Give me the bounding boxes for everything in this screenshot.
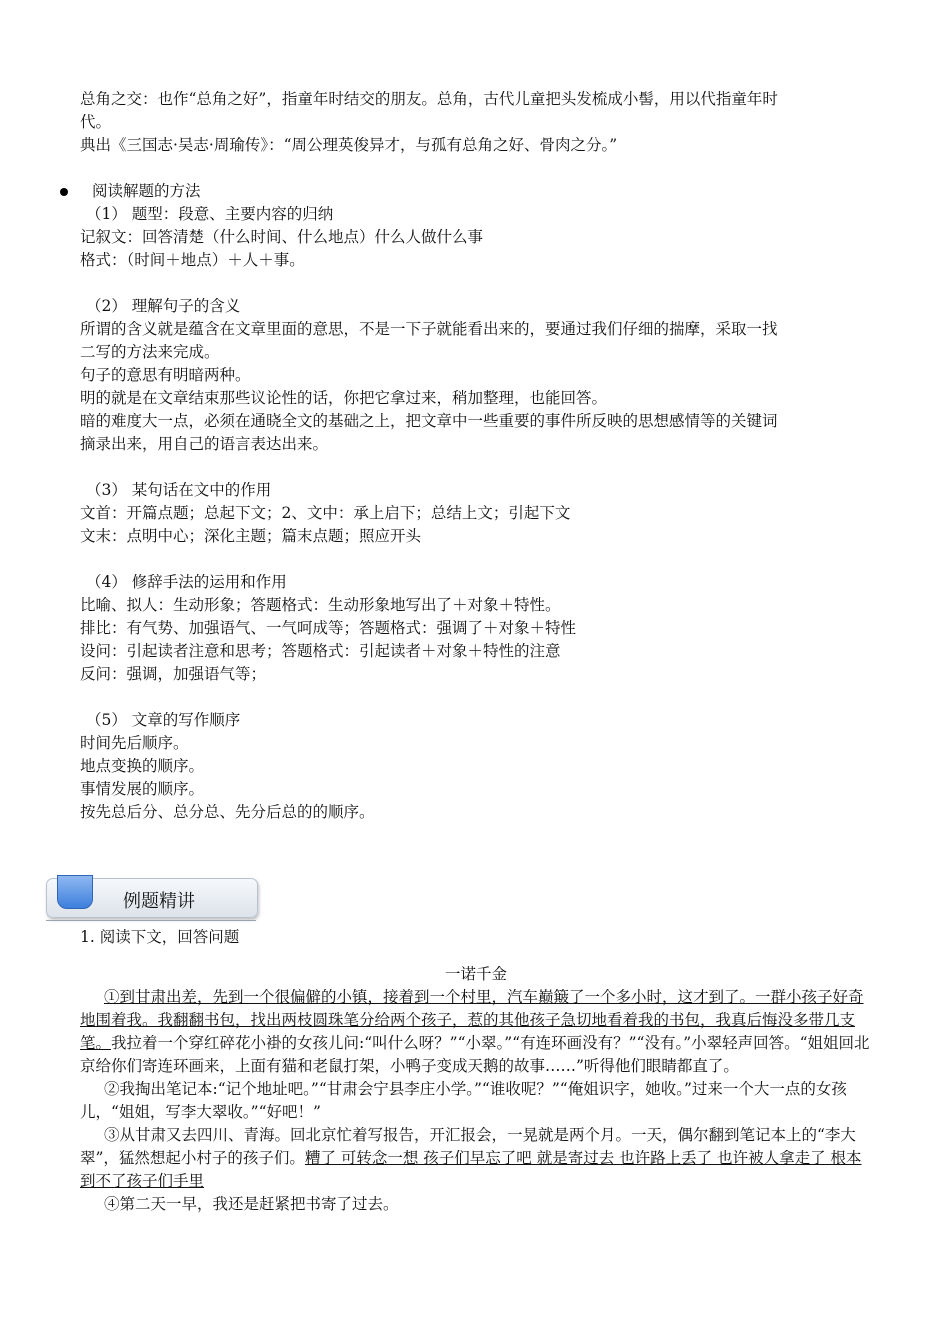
section-5-title: （5） 文章的写作顺序 bbox=[86, 711, 241, 729]
badge-box bbox=[46, 878, 258, 918]
bookmark-icon bbox=[57, 875, 93, 909]
section-5-line: 事情发展的顺序。 bbox=[80, 780, 205, 798]
section-2-line: 明的就是在文章结束那些议论性的话，你把它拿过来，稍加整理，也能回答。 bbox=[80, 389, 608, 407]
intro-line-2: 典出《三国志·吴志·周瑜传》：“周公理英俊异才，与孤有总角之好、骨肉之分。” bbox=[80, 136, 618, 154]
section-5-line: 地点变换的顺序。 bbox=[80, 757, 205, 775]
article-p1-rest: 我拉着一个穿红碎花小褂的女孩儿问:“叫什么呀？”“小翠。”“有连环画没有？”“没有。”小翠轻声回答。“姐姐回北京给你们寄连环画来，上面有猫和老鼠打架，小鸭子变成天鹅的故事……”听得他们眼睛都直了。 bbox=[80, 1034, 870, 1075]
article-p1-underlined: ①到甘肃出差，先到一个很偏僻的小镇，接着到一个村里，汽车巅簸了一个多小时，这才到了。一群小孩子好奇地围着我。我翻翻书包，找出两枝圆珠笔分给两个孩子，惹的其他孩子急切地看着我的书包，我真后悔没多带几支笔。 bbox=[80, 988, 864, 1052]
document-page bbox=[80, 88, 872, 1216]
section-badge bbox=[46, 878, 872, 926]
article-paragraph-1 bbox=[80, 986, 872, 1078]
section-2-line: 二写的方法来完成。 bbox=[80, 343, 220, 361]
section-5-line: 按先总后分、总分总、先分后总的的顺序。 bbox=[80, 803, 375, 821]
section-1-line: 记叙文：回答清楚（什么时间、什么地点）什么人做什么事 bbox=[80, 228, 484, 246]
section-3-line: 文首：开篇点题；总起下文；2、文中：承上启下；总结上文；引起下文 bbox=[80, 504, 571, 522]
article-p3-text: ③从甘肃又去四川、青海。回北京忙着写报告，开汇报会，一晃就是两个月。一天，偶尔翻到笔记本上的“李大翠”，猛然想起小村子的孩子们。 bbox=[80, 1126, 856, 1167]
section-4-line: 反问：强调，加强语气等； bbox=[80, 665, 267, 683]
section-4-title: （4） 修辞手法的运用和作用 bbox=[86, 573, 287, 591]
article-title: 一诺千金 bbox=[444, 965, 507, 983]
article-paragraph-2: ②我掏出笔记本:“记个地址吧。”“甘肃会宁县李庄小学。”“谁收呢？”“俺姐识字，她收。”过来一个大一点的女孩儿，“姐姐，写李大翠收。”“好吧！” bbox=[80, 1080, 847, 1121]
article-paragraph-3 bbox=[80, 1124, 872, 1193]
section-3-title: （3） 某句话在文中的作用 bbox=[86, 481, 272, 499]
section-4-line: 排比：有气势、加强语气、一气呵成等；答题格式：强调了＋对象＋特性 bbox=[80, 619, 577, 637]
section-2-line: 摘录出来，用自己的语言表达出来。 bbox=[80, 435, 329, 453]
badge-title: 例题精讲 bbox=[123, 891, 195, 912]
method-heading-row bbox=[80, 180, 872, 203]
section-4-line: 设问：引起读者注意和思考；答题格式：引起读者＋对象＋特性的注意 bbox=[80, 642, 561, 660]
article-p3-underlined: 糟了 可转念一想 孩子们早忘了吧 就是寄过去 也许路上丢了 也许被人拿走了 根本到不了孩子们手里 bbox=[80, 1149, 862, 1190]
method-heading: 阅读解题的方法 bbox=[92, 182, 201, 200]
intro-line-1-cont: 代。 bbox=[80, 113, 112, 131]
section-5-line: 时间先后顺序。 bbox=[80, 734, 189, 752]
intro-line-1: 总角之交：也作“总角之好”，指童年时结交的朋友。总角，古代儿童把头发梳成小髻，用以代指童年时 bbox=[80, 90, 778, 108]
section-2-line: 句子的意思有明暗两种。 bbox=[80, 366, 251, 384]
section-4-line: 比喻、拟人：生动形象；答题格式：生动形象地写出了＋对象＋特性。 bbox=[80, 596, 561, 614]
question-label: 1. 阅读下文，回答问题 bbox=[80, 928, 240, 946]
section-1-line: 格式：（时间＋地点）＋人＋事。 bbox=[80, 251, 305, 269]
section-1-title: （1） 题型：段意、主要内容的归纳 bbox=[86, 205, 334, 223]
badge-divider bbox=[46, 920, 256, 921]
section-3-line: 文末：点明中心；深化主题；篇末点题；照应开头 bbox=[80, 527, 422, 545]
section-2-line: 暗的难度大一点，必须在通晓全文的基础之上，把文章中一些重要的事件所反映的思想感情等的关键词 bbox=[80, 412, 778, 430]
section-2-title: （2） 理解句子的含义 bbox=[86, 297, 241, 315]
section-2-line: 所谓的含义就是蕴含在文章里面的意思，不是一下子就能看出来的，要通过我们仔细的揣摩，采取一找 bbox=[80, 320, 778, 338]
bullet-icon bbox=[60, 188, 68, 196]
article-paragraph-4: ④第二天一早，我还是赶紧把书寄了过去。 bbox=[104, 1195, 399, 1213]
